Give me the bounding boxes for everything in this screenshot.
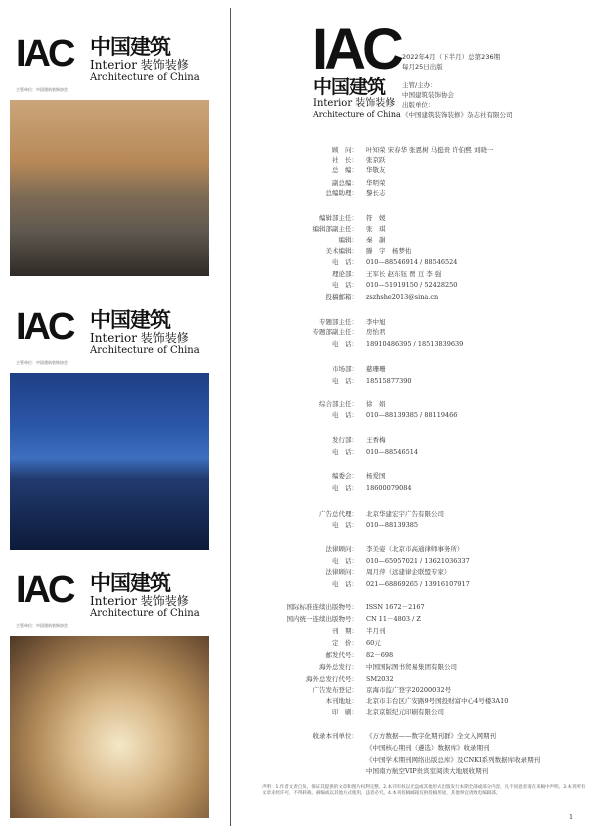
credit-value: 《中国学术期刊网络出版总库》及CNKI系列数据库收录期刊 — [366, 756, 541, 764]
cover-small-print: 主管单位：中国建筑装饰协会 — [16, 360, 68, 365]
credit-value: 杨爱国 — [366, 472, 386, 480]
credit-label: 理论部： — [332, 270, 358, 278]
sponsor-name: 中国建筑装饰协会 — [402, 91, 454, 99]
credit-value: 秦 韻 — [366, 236, 386, 244]
credit-label: 顾 问： — [332, 146, 358, 154]
magazine-cover-2 — [10, 305, 209, 550]
credit-value: 010—88139385 / 88119466 — [366, 411, 458, 419]
credit-value: 010—88546914 / 88546524 — [366, 258, 458, 266]
cover-subtitle-en: Architecture of China — [90, 608, 200, 619]
credit-value: 北京京版纪元印刷有限公司 — [366, 708, 444, 716]
credit-value: 18600079084 — [366, 484, 412, 492]
fine-print: 声明：1.作者文责自负，保证其提供的文章和图片权利完整。2.本刊有权以光盘或其他形式出版发行本期全部或部分内容，凡不同意者请在来稿中声明。3.本刊所有文章未经许可，不得转载、摘编或以其他方式使用，违者必究。4.本刊投稿邮箱仅供投稿用途，其他事宜请致电编辑部。 — [262, 785, 586, 796]
credit-label: 国际标准连续出版物号： — [286, 603, 358, 611]
credit-label: 投稿邮箱： — [325, 293, 358, 301]
credit-value: 王香梅 — [366, 436, 386, 444]
cover-small-print: 主管单位：中国建筑装饰协会 — [16, 623, 68, 628]
credit-value: 房怡君 — [366, 328, 386, 336]
credit-label: 电 话： — [332, 377, 358, 385]
credit-label: 印 刷： — [332, 708, 358, 716]
credit-value: 010—88546514 — [366, 448, 418, 456]
credit-value: 60元 — [366, 639, 381, 647]
masthead-title-cn: 中国建筑 — [313, 76, 386, 98]
credit-label: 海外总发行代号： — [306, 675, 358, 683]
credit-label: 总编助理： — [325, 189, 358, 197]
credit-label: 电 话： — [332, 411, 358, 419]
cover-photo — [10, 636, 209, 818]
credit-label: 国内统一连续出版物号： — [286, 615, 358, 623]
credit-value: 北京华建宏宇广告有限公司 — [366, 510, 444, 518]
credit-value: 010—88139385 — [366, 521, 418, 529]
credit-label: 美术编辑： — [325, 247, 358, 255]
credit-label: 专题部副主任： — [312, 328, 358, 336]
credit-value: ISSN 1672－2167 — [366, 603, 425, 611]
credit-value: 18515877390 — [366, 377, 412, 385]
credit-label: 副总编： — [332, 179, 358, 187]
credit-label: 本刊地址： — [325, 697, 358, 705]
credit-label: 电 话： — [332, 521, 358, 529]
credit-label: 市场部： — [332, 365, 358, 373]
cover-logo: IAC — [16, 306, 73, 348]
credit-label: 综合部主任： — [319, 400, 358, 408]
credit-value: 张京跃 — [366, 156, 386, 164]
credit-label: 广告总代理： — [319, 510, 358, 518]
credit-label: 电 话： — [332, 258, 358, 266]
credit-value: 021—68869265 / 13916107917 — [366, 580, 470, 588]
credit-value: 《万方数据——数字化期刊群》全文入网期刊 — [366, 732, 496, 740]
cover-title-cn: 中国建筑 — [90, 571, 170, 595]
credit-label: 编辑部主任： — [319, 214, 358, 222]
credit-value: 符 媛 — [366, 214, 386, 222]
credit-value: 北京市丰台区广安路9号国投财富中心4号楼3A10 — [366, 697, 509, 705]
credit-value: 010—51919150 / 52428250 — [366, 281, 458, 289]
credit-value: 王军长 赵东钰 贾 亘 李 强 — [366, 270, 442, 278]
issue-number: 2022年4月（下半月）总第236期 — [402, 53, 501, 61]
credit-value: 半月刊 — [366, 627, 386, 635]
credit-value: 华敬友 — [366, 166, 386, 174]
credit-label: 电 话： — [332, 340, 358, 348]
magazine-cover-3 — [10, 568, 209, 818]
credit-label: 编委会： — [332, 472, 358, 480]
credit-label: 电 话： — [332, 281, 358, 289]
credit-label: 收录本刊单位： — [312, 732, 358, 740]
publisher-label: 出版单位： — [402, 101, 435, 109]
credit-value: 滕 宇 杨梦佑 — [366, 247, 412, 255]
credit-value: 18910486395 / 18513839639 — [366, 340, 464, 348]
credit-value: 010—65957021 / 13621036337 — [366, 557, 470, 565]
credit-value: 华明荣 — [366, 179, 386, 187]
cover-photo — [10, 100, 209, 276]
credit-value: 中国国际图书贸易集团有限公司 — [366, 663, 457, 671]
credit-value: 李美姿（北京市高通律师事务所） — [366, 545, 464, 553]
credit-label: 社 长： — [332, 156, 358, 164]
cover-title-en: Interior 装饰装修 — [90, 594, 189, 608]
sponsor-label: 主管/主办： — [402, 81, 437, 89]
issue-date: 每月25日出版 — [402, 63, 443, 71]
credit-value: CN 11－4803 / Z — [366, 615, 421, 623]
credit-label: 编辑： — [338, 236, 358, 244]
page-number: 1 — [569, 813, 574, 821]
publisher-name: 《中国建筑装饰装修》杂志社有限公司 — [402, 111, 513, 119]
credit-value: 周月萍（远建律企联盟专家） — [366, 568, 451, 576]
credit-label: 电 话： — [332, 448, 358, 456]
credit-value: 张 琪 — [366, 225, 386, 233]
cover-logo: IAC — [16, 33, 73, 75]
credit-value: 黎长志 — [366, 189, 386, 197]
credit-value: 京海市监广登字20200032号 — [366, 686, 452, 694]
cover-subtitle-en: Architecture of China — [90, 72, 200, 83]
cover-title-en: Interior 装饰装修 — [90, 58, 189, 72]
credit-value: SM2032 — [366, 675, 394, 683]
credit-label: 邮发代号： — [325, 651, 358, 659]
credit-label: 编辑部副主任： — [312, 225, 358, 233]
cover-photo — [10, 373, 209, 550]
credit-value: 《中国核心期刊（遴选）数据库》收录期刊 — [366, 744, 490, 752]
credit-value: zszhshe2013@sina.cn — [366, 293, 439, 301]
magazine-cover-1 — [10, 32, 209, 276]
vertical-divider — [230, 8, 231, 826]
credit-value: 李中旭 — [366, 318, 386, 326]
cover-logo: IAC — [16, 569, 73, 611]
credit-value: 叶知荣 宋春华 张恩树 马挺贵 许伯熙 刘晓一 — [366, 146, 494, 154]
credit-label: 海外总发行： — [319, 663, 358, 671]
credit-value: 82－698 — [366, 651, 394, 659]
credit-label: 专题部主任： — [319, 318, 358, 326]
credit-label: 定 价： — [332, 639, 358, 647]
credit-label: 总 编： — [332, 166, 358, 174]
issue-info — [402, 52, 513, 120]
credit-label: 电 话： — [332, 557, 358, 565]
masthead-logo: IAC — [312, 17, 400, 82]
credit-label: 电 话： — [332, 580, 358, 588]
credit-value: 中国南方航空VIP贵宾室阅读大地展收期刊 — [366, 767, 489, 775]
credit-label: 刊 期： — [332, 627, 358, 635]
credit-value: 慈珊珊 — [366, 365, 386, 373]
cover-title-cn: 中国建筑 — [90, 35, 170, 59]
credit-label: 法律顾问： — [325, 568, 358, 576]
credit-label: 法律顾问： — [325, 545, 358, 553]
credit-label: 电 话： — [332, 484, 358, 492]
cover-title-en: Interior 装饰装修 — [90, 331, 189, 345]
credit-label: 广告发布登记： — [312, 686, 358, 694]
credit-value: 徐 娟 — [366, 400, 386, 408]
cover-small-print: 主管单位：中国建筑装饰协会 — [16, 87, 68, 92]
cover-subtitle-en: Architecture of China — [90, 345, 200, 356]
credit-label: 发行部： — [332, 436, 358, 444]
cover-title-cn: 中国建筑 — [90, 308, 170, 332]
masthead-subtitle-en: Architecture of China — [313, 110, 401, 119]
masthead-title-en: Interior 装饰装修 — [313, 98, 396, 109]
